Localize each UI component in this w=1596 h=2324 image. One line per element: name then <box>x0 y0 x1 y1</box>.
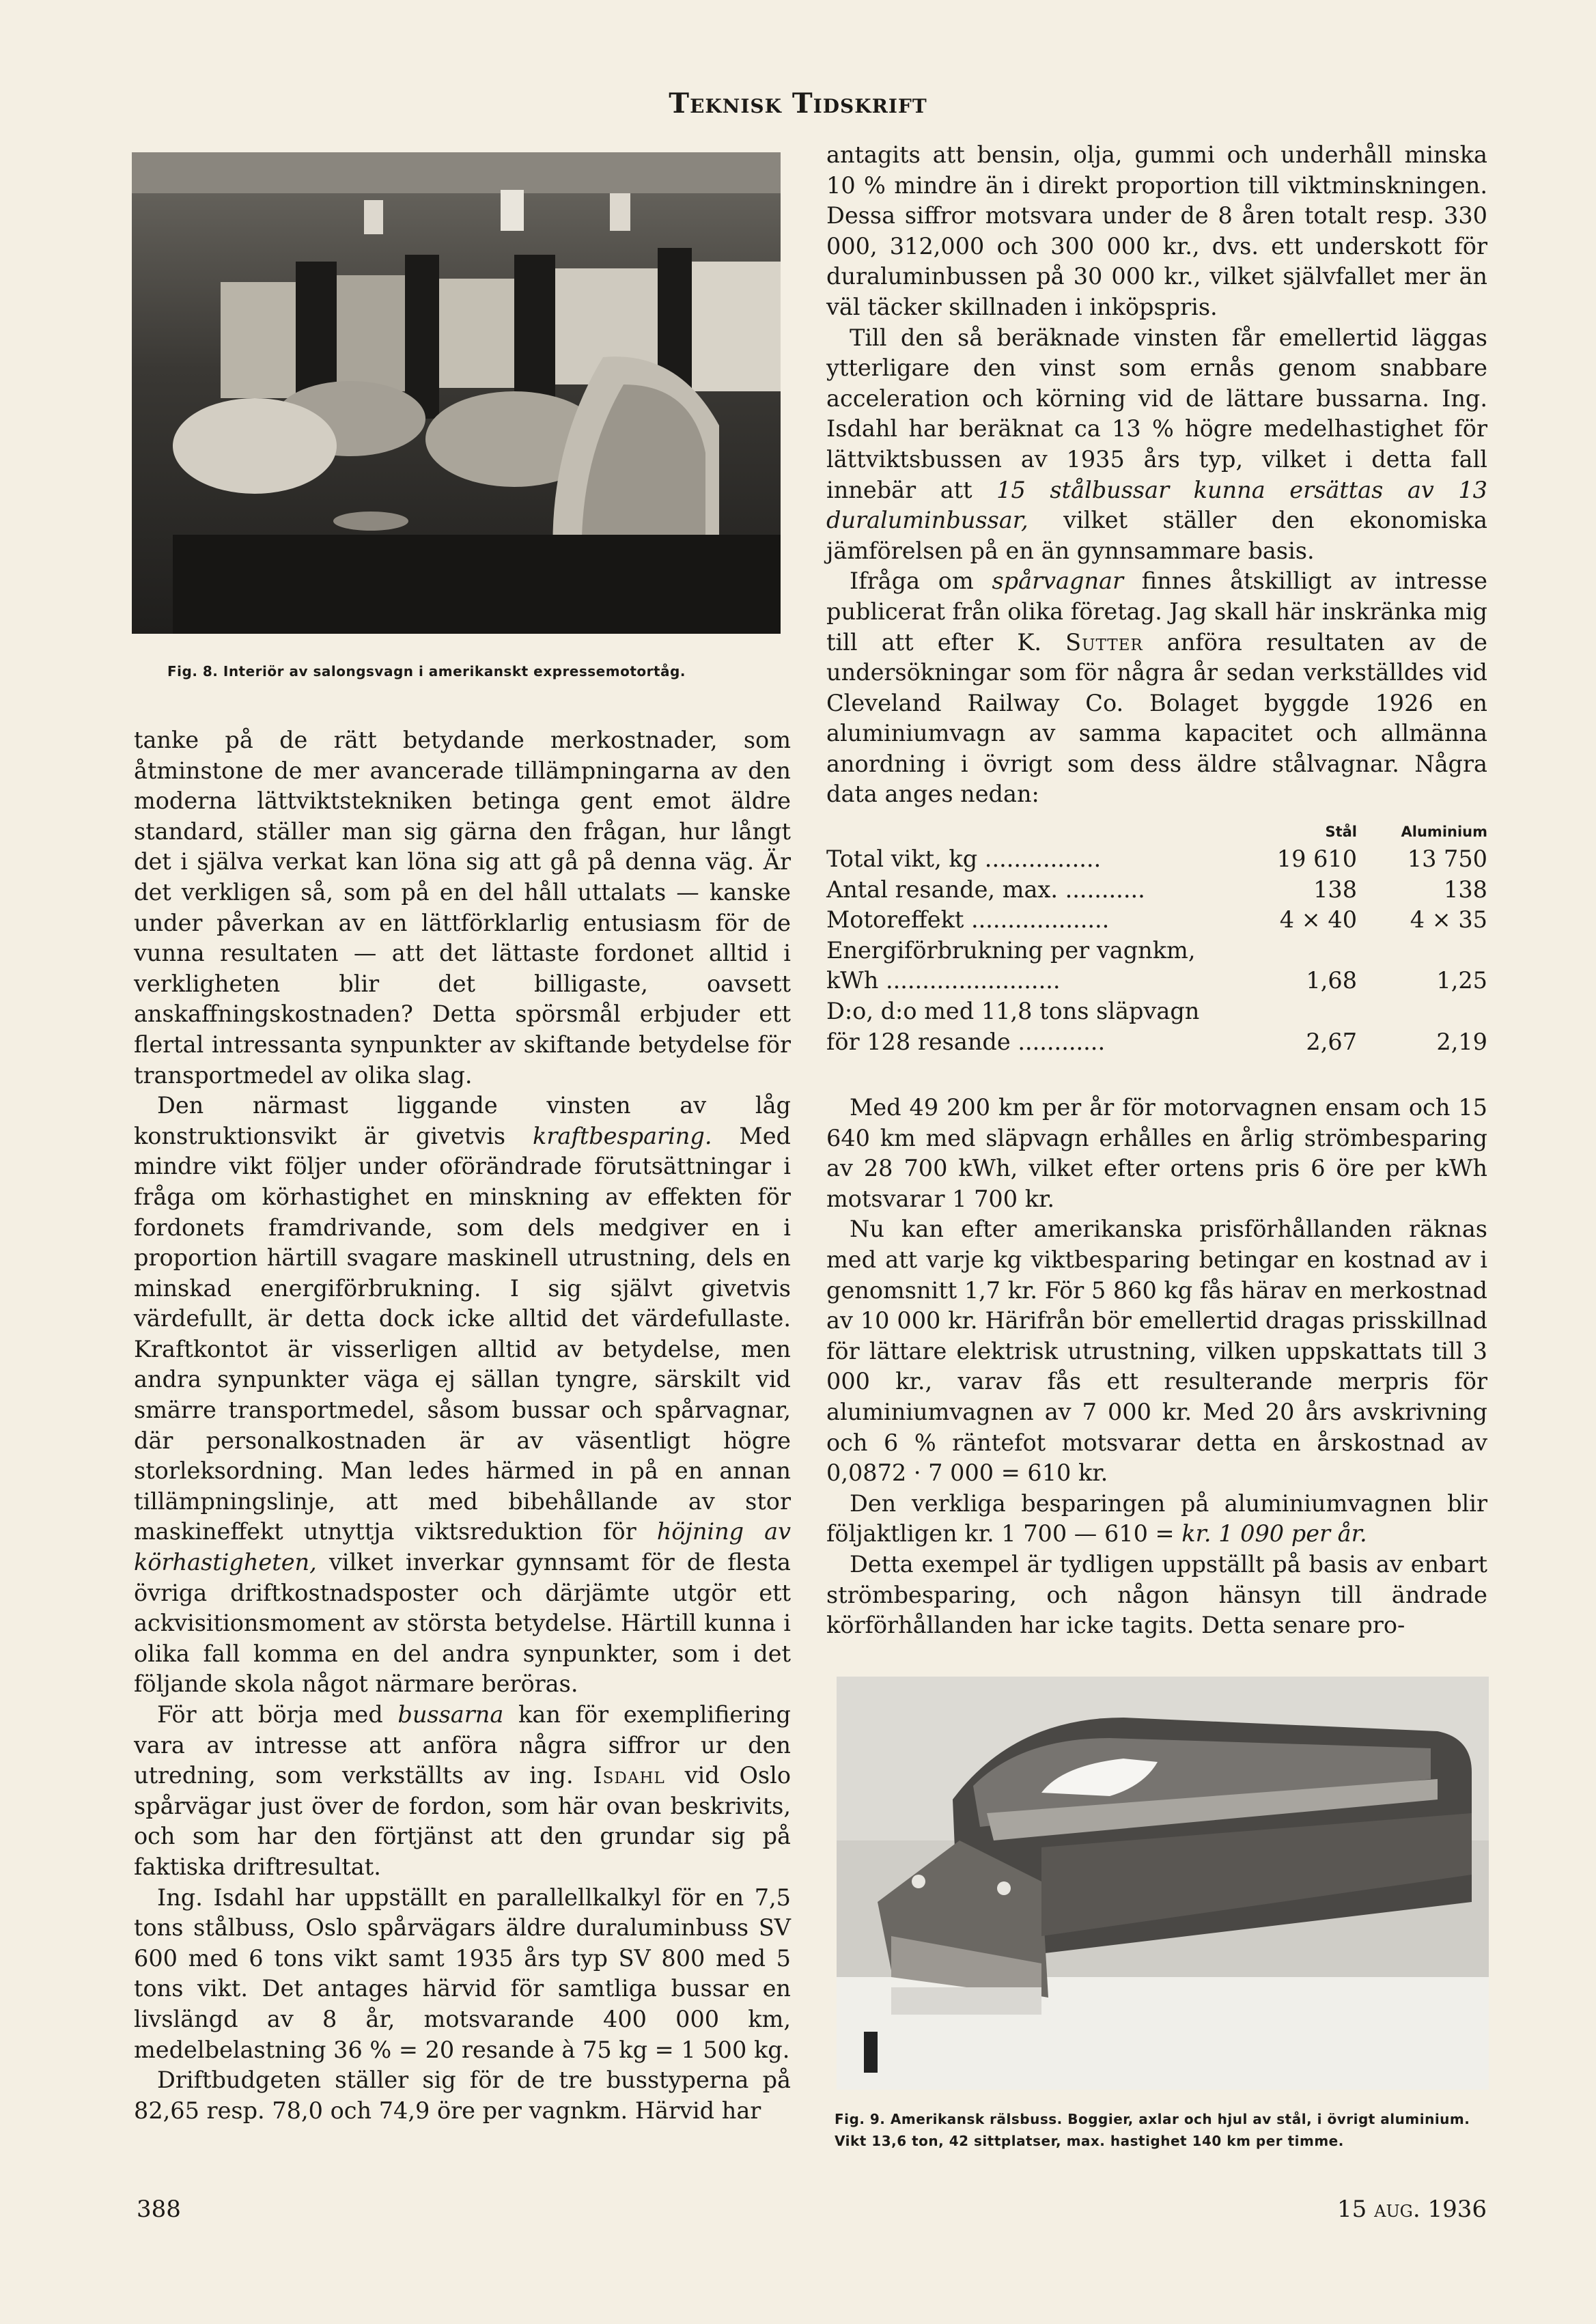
table-cell-aluminium <box>1357 996 1487 1027</box>
issue-date: 15 aug. 1936 <box>1337 2196 1487 2223</box>
journal-title: Teknisk Tidskrift <box>669 87 927 120</box>
table-cell-aluminium: 2,19 <box>1436 1028 1487 1055</box>
table-row-label: Total vikt, kg ................ <box>826 845 1102 872</box>
table-header-aluminium: Aluminium <box>1401 824 1487 840</box>
page-number: 388 <box>137 2196 181 2223</box>
table-row <box>826 936 1487 966</box>
left-paragraph-3: För att börja med bussarna kan för exemplifiering vara av intresse att anföra några siffror ur den utredning, som verkställts av ing. Isdahl vid Oslo spårvägar just över de fordon, som här ovan beskrivits, och som har den förtjänst att den grundar sig på faktiska driftresultat. <box>134 1701 792 1880</box>
right-paragraph-7: Detta exempel är tydligen uppställt på basis av enbart strömbesparing, och någon hänsyn till ändrade körförhållanden har icke tagits. Detta senare pro- <box>826 1550 1487 1639</box>
right-paragraph-2: Till den så beräknade vinsten får emellertid läggas ytterligare den vinst som ernås genom snabbare acceleration och körning vid de lättare bussarna. Ing. Isdahl har beräknat ca 13 % högre medelhastighet för lättviktsbussen av 1935 års typ, vilket i detta fall innebär att 15 stålbussar kunna ersättas av 13 duraluminbussar, vilket ställer den ekonomiska jämförelsen på en än gynnsammare basis. <box>826 324 1487 564</box>
table-row-label: för 128 resande ............ <box>826 1028 1106 1055</box>
left-column <box>134 725 791 2126</box>
table-row <box>826 905 1487 936</box>
figure-8-salon-interior <box>132 152 781 634</box>
table-cell-aluminium: 4 × 35 <box>1410 906 1487 934</box>
right-paragraph-4: Med 49 200 km per år för motorvagnen ensam och 15 640 km med släpvagn erhålles en årlig strömbesparing av 28 700 kWh, vilket efter ortens pris 6 öre per kWh motsvarar 1 700 kr. <box>826 1094 1487 1212</box>
table-cell-aluminium: 138 <box>1444 876 1487 903</box>
comparison-table <box>826 820 1487 1057</box>
figure-8-caption: Fig. 8. Interiör av salongsvagn i amerikanskt expressemotortåg. <box>167 663 686 680</box>
right-paragraph-3: Ifråga om spårvagnar finnes åtskilligt av intresse publicerat från olika företag. Jag skall här inskränka mig till att efter K. Sutter anföra resultaten av de undersökningar som för några år sedan verkställdes vid Cleveland Railway Co. Bolaget byggde 1926 en aluminiumvagn av samma kapacitet och allmänna anordning i övrigt som dess äldre stålvagnar. Några data anges nedan: <box>826 568 1487 808</box>
figure-9-rail-bus <box>837 1677 1489 2090</box>
right-column-top <box>826 140 1487 810</box>
rail-bus-illustration <box>837 1677 1489 2090</box>
table-row-label: Motoreffekt ................... <box>826 906 1110 934</box>
table-cell-steel: 138 <box>1313 876 1358 903</box>
table-row-label: Antal resande, max. ........... <box>826 876 1145 903</box>
figure-9-caption: Fig. 9. Amerikansk rälsbuss. Boggier, axlar och hjul av stål, i övrigt aluminium. Vikt 13,6 ton, 42 sittplatser, max. hastighet 140 km per timme. <box>835 2111 1470 2149</box>
salon-interior-illustration <box>132 152 781 634</box>
right-paragraph-6: Den verkliga besparingen på aluminiumvagnen blir följaktligen kr. 1 700 — 610 = kr. 1 090 per år. <box>826 1489 1487 1548</box>
table-row <box>826 1027 1487 1058</box>
table-cell-steel: 2,67 <box>1306 1028 1358 1055</box>
table-row <box>826 844 1487 875</box>
left-paragraph-1: tanke på de rätt betydande merkostnader, som åtminstone de mer avancerade tillämpningarna av den moderna lättviktstekniken betinga gent emot äldre standard, ställer man sig gärna den frågan, hur långt det i själva verkat kan löna sig att gå på denna väg. Är det verkligen så, som på en del håll uttalats — kanske under påverkan av en lättförklarlig entusiasm för de vunna resultaten — att det lättaste fordonet alltid i verkligheten blir det billigaste, oavsett anskaffningskostnaden? Detta spörsmål erbjuder ett flertal intressanta synpunkter av skiftande betydelse för transportmedel av olika slag. <box>134 727 791 1089</box>
table-row <box>826 966 1487 996</box>
left-paragraph-5: Driftbudgeten ställer sig för de tre busstyperna på 82,65 resp. 78,0 och 74,9 öre per vagnkm. Härvid har <box>134 2067 791 2124</box>
table-cell-steel: 19 610 <box>1276 845 1358 872</box>
right-column-bottom <box>826 1093 1487 1641</box>
right-paragraph-1: antagits att bensin, olja, gummi och underhåll minska 10 % mindre än i direkt proportion till viktminskningen. Dessa siffror motsvara under de 8 åren totalt resp. 330 000, 312,000 och 300 000 kr., dvs. ett underskott för duraluminbussen på 30 000 kr., vilket självfallet mer än väl täcker skillnaden i inköpspris. <box>826 141 1487 320</box>
table-cell-steel <box>1236 996 1357 1027</box>
table-row <box>826 875 1487 906</box>
table-row-label: Energiförbrukning per vagnkm, <box>826 936 1196 964</box>
table-cell-aluminium <box>1357 936 1487 966</box>
table-header-steel: Stål <box>1325 824 1358 840</box>
right-paragraph-5: Nu kan efter amerikanska prisförhållanden räknas med att varje kg viktbesparing betingar en kostnad av i genomsnitt 1,7 kr. För 5 860 kg fås härav en merkostnad av 10 000 kr. Härifrån bör emellertid dragas prisskillnad för lättare elektrisk utrustning, vilken uppskattats till 3 000 kr., varav fås ett resulterande merpris för aluminiumvagnen av 7 000 kr. Med 20 års avskrivning och 6 % räntefot motsvarar detta en årskostnad av 0,0872 · 7 000 = 610 kr. <box>826 1216 1487 1487</box>
table-cell-aluminium: 1,25 <box>1436 967 1487 994</box>
table-cell-aluminium: 13 750 <box>1407 845 1487 872</box>
table-header-blank <box>826 820 1236 844</box>
left-paragraph-2: Den närmast liggande vinsten av låg konstruktionsvikt är givetvis kraftbesparing. Med mindre vikt följer under oförändrade förutsättningar i fråga om körhastighet en minskning av effekten för fordonets framdrivande, som dels medgiver en i proportion härtill svagare maskinell utrustning, dels en minskad energiförbrukning. I sig självt givetvis värdefullt, är detta dock icke alltid det värdefullaste. Kraftkontot är visserligen alltid av betydelse, men andra synpunkter väga ej sällan tyngre, särskilt vid smärre transportmedel, såsom bussar och spårvagnar, där personalkostnaden är av väsentligt högre storleksordning. Man ledes härmed in på en annan tillämpningslinje, att med bibehållande av stor maskineffekt utnyttja viktsreduktion för höjning av körhastigheten, vilket inverkar gynnsamt för de flesta övriga driftkostnadsposter och därjämte utgör ett ackvisitionsmoment av största betydelse. Härtill kunna i olika fall komma en del andra synpunkter, som i det följande skola något närmare beröras. <box>134 1092 791 1698</box>
table-row-label: kWh ........................ <box>826 967 1061 994</box>
table-row <box>826 996 1487 1027</box>
left-paragraph-4: Ing. Isdahl har uppställt en parallellkalkyl för en 7,5 tons stålbuss, Oslo spårvägars äldre duraluminbuss SV 600 med 6 tons vikt samt 1935 års typ SV 800 med 5 tons vikt. Det antages härvid för samtliga bussar en livslängd av 8 år, motsvarande 400 000 km, medelbelastning 36 % = 20 resande à 75 kg = 1 500 kg. <box>134 1884 791 2063</box>
table-cell-steel: 4 × 40 <box>1279 906 1358 934</box>
table-cell-steel <box>1236 936 1357 966</box>
table-cell-steel: 1,68 <box>1306 967 1358 994</box>
table-row-label: D:o, d:o med 11,8 tons släpvagn <box>826 997 1200 1024</box>
